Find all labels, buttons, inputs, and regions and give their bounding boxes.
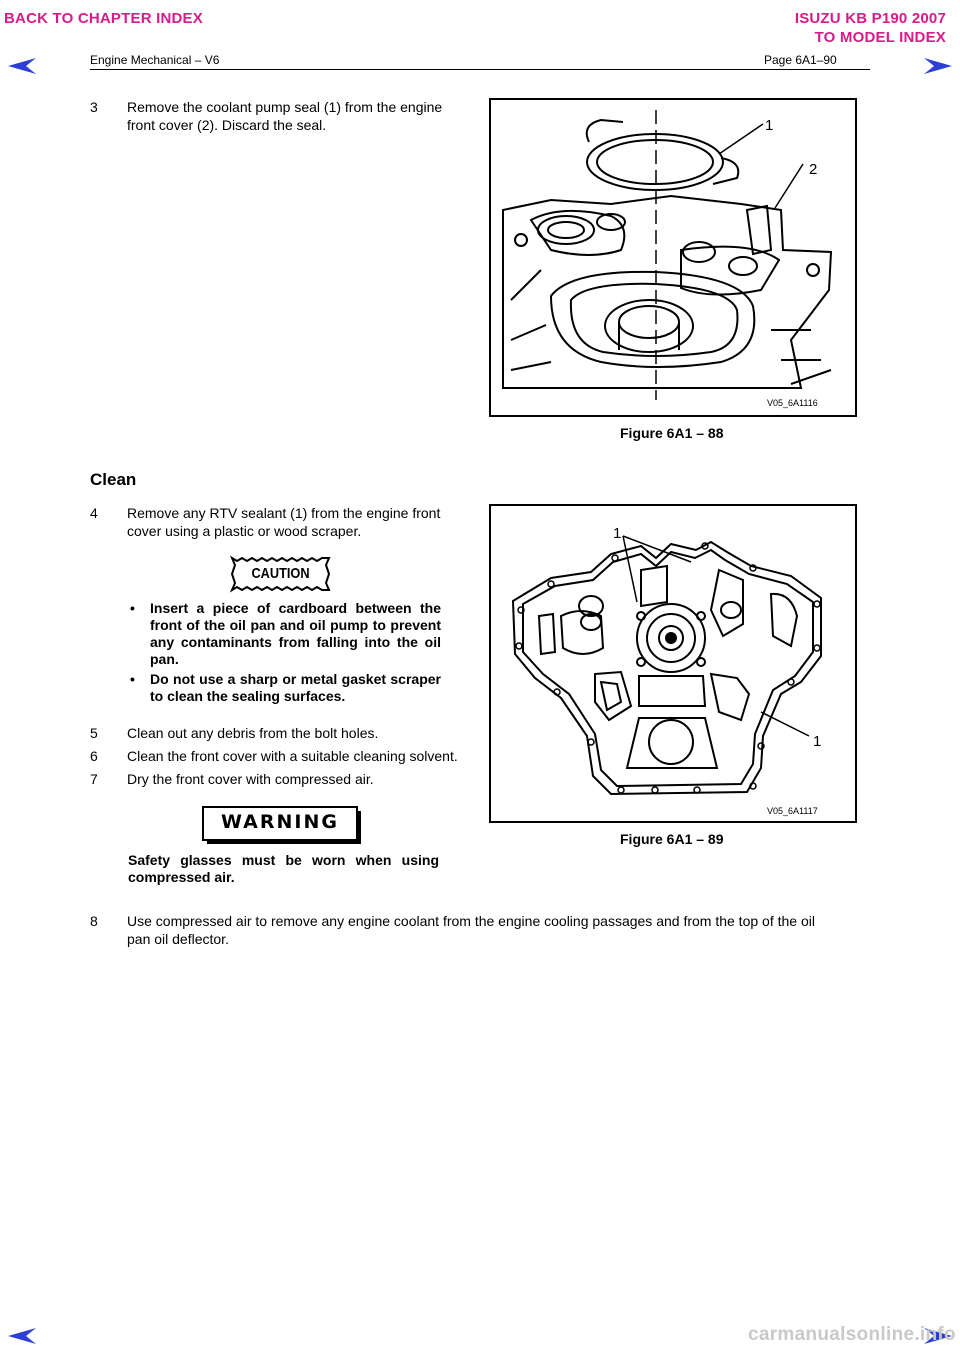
bullet-dot: •: [130, 600, 135, 616]
warning-label: WARNING: [221, 811, 339, 833]
step-number: 7: [90, 771, 98, 787]
caution-bullet-2: [130, 671, 441, 707]
callout-1-right: 1: [813, 733, 822, 750]
bullet-dot: •: [130, 671, 135, 687]
to-model-index-link[interactable]: TO MODEL INDEX: [814, 29, 946, 46]
caution-bullet-text: Do not use a sharp or metal gasket scraper to clean the sealing surfaces.: [150, 671, 441, 704]
header-rule: [90, 69, 870, 70]
previous-page-arrow-icon-bottom[interactable]: [6, 1326, 38, 1346]
figure-89-caption: Figure 6A1 – 89: [620, 831, 724, 847]
caution-label: CAUTION: [251, 565, 310, 582]
previous-page-arrow-icon[interactable]: [6, 56, 38, 76]
step-text-line-1: Use compressed air to remove any engine coolant from the engine cooling passages and from the top of the oil: [127, 913, 815, 929]
step-5: [90, 724, 490, 744]
step-text-line-1: Remove any RTV sealant (1) from the engine front: [127, 505, 441, 521]
figure-code: V05_6A1116: [767, 398, 818, 408]
step-number: 8: [90, 913, 98, 929]
step-7: [90, 770, 490, 790]
step-text-line-2: cover using a plastic or wood scraper.: [127, 523, 362, 539]
watermark: carmanualsonline.info: [748, 1324, 956, 1345]
section-title: Engine Mechanical – V6: [90, 53, 220, 67]
step-text: Clean out any debris from the bolt holes.: [127, 725, 379, 741]
step-text: Dry the front cover with compressed air.: [127, 771, 374, 787]
next-page-arrow-icon[interactable]: [922, 56, 954, 76]
step-6: [90, 747, 490, 767]
callout-1-top: 1: [613, 525, 622, 542]
callout-1: 1: [765, 117, 774, 134]
step-number: 4: [90, 505, 98, 521]
figure-88-image: [489, 98, 857, 417]
coolant-pump-seal-illustration: [491, 100, 855, 415]
step-text-line-1: Remove the coolant pump seal (1) from the engine: [127, 99, 443, 115]
step-text-line-2: pan oil deflector.: [127, 931, 229, 947]
engine-front-cover-illustration: [491, 506, 855, 821]
step-3: [90, 98, 470, 138]
step-8: [90, 912, 870, 952]
caution-badge: [229, 555, 332, 593]
caution-bullet-text: Insert a piece of cardboard between the front of the oil pan and oil pump to prevent any contaminants from falling into the oil pan.: [150, 600, 441, 667]
page-number: Page 6A1–90: [764, 53, 837, 67]
section-heading-clean: Clean: [90, 470, 137, 489]
caution-bullet-1: [130, 600, 441, 670]
step-text: Clean the front cover with a suitable cleaning solvent.: [127, 748, 458, 764]
figure-code: V05_6A1117: [767, 806, 818, 816]
callout-2: 2: [809, 161, 818, 178]
figure-89-image: [489, 504, 857, 823]
step-number: 5: [90, 725, 98, 741]
step-text-line-2: front cover (2). Discard the seal.: [127, 117, 327, 133]
step-number: 3: [90, 99, 98, 115]
figure-88-caption: Figure 6A1 – 88: [620, 425, 724, 441]
warning-text: Safety glasses must be worn when using compressed air.: [128, 852, 439, 885]
back-to-chapter-index-link[interactable]: BACK TO CHAPTER INDEX: [4, 10, 203, 27]
step-number: 6: [90, 748, 98, 764]
warning-badge: [202, 806, 363, 846]
model-title: ISUZU KB P190 2007: [794, 10, 946, 27]
step-4: [90, 504, 470, 544]
